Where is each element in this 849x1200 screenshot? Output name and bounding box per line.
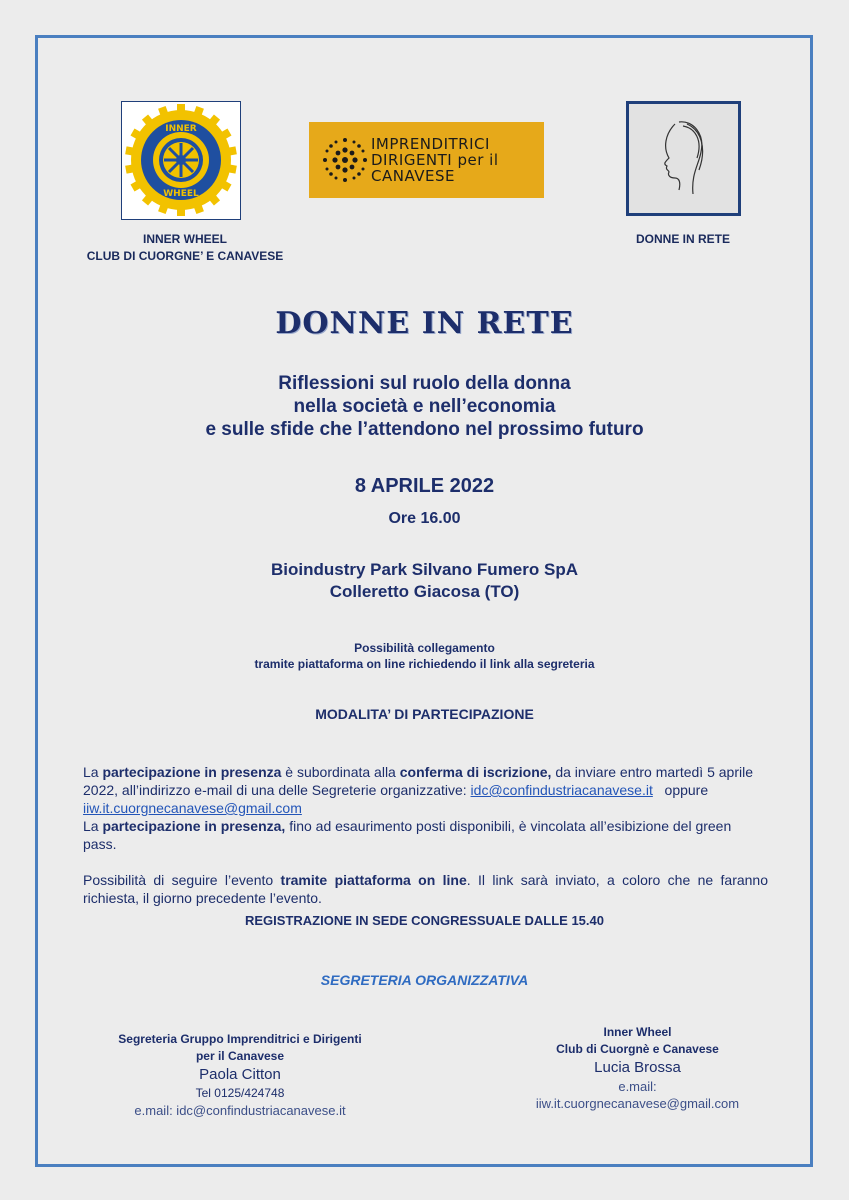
email-link-idc[interactable]: idc@confindustriacanavese.it bbox=[470, 782, 653, 798]
page-title: DONNE IN RETE bbox=[275, 306, 574, 341]
p1-text-c: è subordinata alla bbox=[281, 764, 400, 780]
event-venue bbox=[0, 559, 849, 603]
segreteria-heading: SEGRETERIA ORGANIZZATIVA bbox=[320, 972, 529, 988]
contact-left-name: Paola Citton bbox=[199, 1066, 281, 1083]
online-note-line1: Possibilità collegamento bbox=[354, 641, 495, 655]
contact-right-line2: Club di Cuorgnè e Canavese bbox=[556, 1042, 719, 1056]
caption-inner-wheel bbox=[60, 231, 310, 265]
contact-right-email-label: e.mail: bbox=[618, 1079, 657, 1094]
p2-bold-b: partecipazione in presenza, bbox=[102, 818, 286, 834]
p1-bold-d: conferma di iscrizione, bbox=[399, 764, 552, 780]
registration-note: REGISTRAZIONE IN SEDE CONGRESSUALE DALLE 15.40 bbox=[244, 913, 604, 928]
event-time: Ore 16.00 bbox=[388, 510, 461, 527]
paragraph-1 bbox=[83, 763, 768, 817]
contact-left-tel: Tel 0125/424748 bbox=[195, 1086, 285, 1100]
online-note bbox=[0, 640, 849, 672]
idc-logo-line3: CANAVESE bbox=[371, 167, 455, 185]
p3-text-c: . Il link sarà inviato, a coloro che ne faranno richiesta, il giorno precedente l’evento. bbox=[83, 872, 768, 906]
p1-bold-b: partecipazione in presenza bbox=[102, 764, 282, 780]
subtitle bbox=[0, 372, 849, 441]
modalita-heading: MODALITA’ DI PARTECIPAZIONE bbox=[315, 706, 534, 722]
p2-text-a: La bbox=[83, 818, 103, 834]
idc-logo-line1: IMPRENDITRICI bbox=[371, 135, 490, 153]
event-date: 8 APRILE 2022 bbox=[354, 475, 495, 497]
p3-text-a: Possibilità di seguire l’evento bbox=[83, 872, 281, 888]
caption-inner-wheel-line1: INNER WHEEL bbox=[143, 232, 227, 246]
subtitle-line2: nella società e nell’economia bbox=[293, 396, 556, 417]
caption-donne-in-rete: DONNE IN RETE bbox=[635, 232, 730, 246]
inner-wheel-ring-bottom: WHEEL bbox=[163, 189, 199, 199]
contact-right bbox=[510, 1024, 765, 1112]
contact-right-name: Lucia Brossa bbox=[594, 1059, 681, 1076]
inner-wheel-ring-top: INNER bbox=[165, 124, 197, 134]
contact-left bbox=[100, 1031, 380, 1119]
donne-in-rete-logo bbox=[626, 101, 741, 216]
contact-left-line1: Segreteria Gruppo Imprenditrici e Dirigenti bbox=[118, 1032, 362, 1046]
email-link-iiw[interactable]: iiw.it.cuorgnecanavese@gmail.com bbox=[83, 800, 302, 816]
online-note-line2: tramite piattaforma on line richiedendo il link alla segreteria bbox=[254, 657, 595, 671]
idc-logo-text bbox=[371, 136, 499, 184]
inner-wheel-logo bbox=[121, 101, 241, 220]
p1-text-e: da inviare entro martedì 5 aprile 2022, all’indirizzo e-mail di una delle Segreterie organizzative: bbox=[83, 764, 754, 798]
paragraph-3 bbox=[83, 871, 768, 907]
venue-line1: Bioindustry Park Silvano Fumero SpA bbox=[270, 560, 578, 579]
participation-text bbox=[83, 763, 768, 907]
p3-bold-b: tramite piattaforma on line bbox=[280, 872, 467, 888]
subtitle-line3: e sulle sfide che l’attendono nel prossimo futuro bbox=[205, 419, 644, 440]
paragraph-2 bbox=[83, 817, 768, 853]
p2-text-c: fino ad esaurimento posti disponibili, è vincolata all’esibizione del green pass. bbox=[83, 818, 732, 852]
venue-line2: Colleretto Giacosa (TO) bbox=[329, 582, 520, 601]
contact-left-line2: per il Canavese bbox=[195, 1049, 285, 1063]
contact-right-line1: Inner Wheel bbox=[603, 1025, 672, 1039]
caption-inner-wheel-line2: CLUB DI CUORGNE’ E CANAVESE bbox=[86, 249, 284, 263]
idc-logo-line2: DIRIGENTI per il bbox=[371, 151, 499, 169]
woman-profile-icon bbox=[629, 104, 738, 213]
idc-logo bbox=[309, 122, 544, 198]
p1-text-f: oppure bbox=[652, 782, 713, 798]
dots-burst-icon bbox=[321, 136, 369, 184]
subtitle-line1: Riflessioni sul ruolo della donna bbox=[278, 373, 571, 394]
contact-left-email[interactable]: e.mail: idc@confindustriacanavese.it bbox=[134, 1103, 346, 1118]
contact-right-email[interactable]: iiw.it.cuorgnecanavese@gmail.com bbox=[535, 1096, 740, 1111]
p1-text-a: La bbox=[83, 764, 103, 780]
